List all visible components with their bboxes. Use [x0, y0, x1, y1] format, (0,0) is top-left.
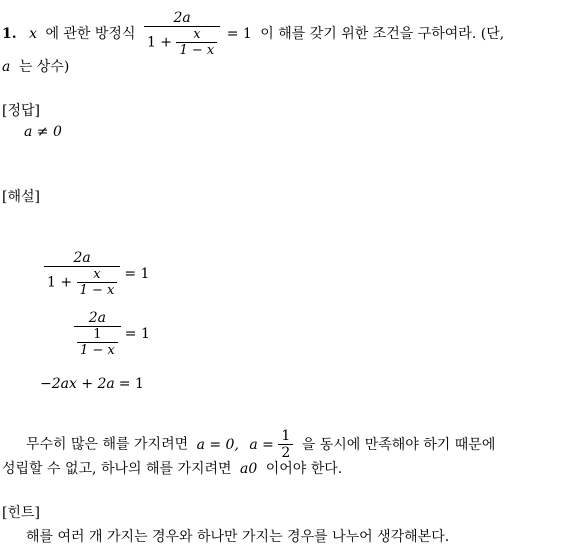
problem-text-a: 에 관한 방정식 — [45, 26, 136, 42]
fraction-denominator — [144, 26, 220, 58]
eq3-rhs: = 1 — [118, 376, 144, 392]
eq1-inner-den: 1 − x — [77, 282, 118, 298]
para-math-a: a = 0, — [196, 436, 239, 453]
para-text-a: 무수히 많은 해를 가지려면 — [26, 436, 189, 453]
eq2-inner-num: 1 — [93, 327, 102, 342]
den-left: 1 + — [146, 34, 173, 51]
variable-a: a — [2, 59, 11, 75]
problem-line-2 — [2, 56, 69, 76]
para-math-b: a = — [249, 436, 274, 453]
para-text-b: 을 동시에 만족해야 하기 때문에 — [301, 436, 496, 453]
fraction-numerator: 2a — [173, 10, 191, 26]
problem-text-b: 이 해를 갖기 위한 조건을 구하여라. (단, — [260, 26, 505, 42]
solution-eq-3 — [40, 376, 148, 392]
solution-paragraph-line-1 — [26, 428, 495, 461]
hint-text: 해를 여러 개 가지는 경우와 하나만 가지는 경우를 나누어 생각해본다. — [26, 529, 450, 545]
para-text-c: 성립할 수 없고, 하나의 해를 가지려면 — [2, 461, 232, 477]
para-text-d: 이어야 한다. — [265, 461, 343, 477]
answer-value: a ≠ 0 — [24, 124, 62, 140]
eq2-rhs: = 1 — [124, 326, 150, 342]
eq1-den-left: 1 + — [47, 274, 73, 291]
equation-rhs: = 1 — [226, 26, 252, 42]
para-math-c: a0 — [240, 461, 258, 477]
solution-eq-2 — [74, 310, 154, 358]
solution-label: [해설] — [2, 189, 40, 205]
eq2-fraction — [74, 310, 121, 358]
problem-fraction — [144, 10, 220, 58]
inner-denominator: 1 − x — [176, 42, 217, 58]
eq2-denominator — [74, 326, 121, 358]
eq1-numerator: 2a — [73, 250, 91, 266]
hint-label: [힌트] — [2, 505, 40, 521]
eq1-inner-num: x — [93, 267, 101, 282]
eq1-denominator — [44, 266, 120, 298]
eq1-rhs: = 1 — [124, 266, 150, 282]
problem-text-c: 는 상수) — [18, 59, 70, 75]
eq2-numerator: 2a — [88, 310, 107, 326]
para-frac-num: 1 — [281, 428, 291, 444]
inner-numerator: x — [193, 27, 201, 42]
eq1-fraction — [44, 250, 120, 298]
answer-label: [정답] — [2, 103, 40, 119]
solution-eq-1 — [44, 250, 153, 298]
solution-paragraph-line-2 — [2, 458, 342, 478]
eq2-inner-den: 1 − x — [77, 342, 118, 358]
eq3-lhs: −2ax + 2a — [40, 376, 115, 392]
para-fraction — [278, 428, 293, 461]
problem-line-1 — [2, 10, 504, 58]
para-frac-den: 2 — [278, 444, 293, 461]
problem-number: 1. — [2, 26, 17, 42]
variable-x: x — [29, 26, 37, 42]
